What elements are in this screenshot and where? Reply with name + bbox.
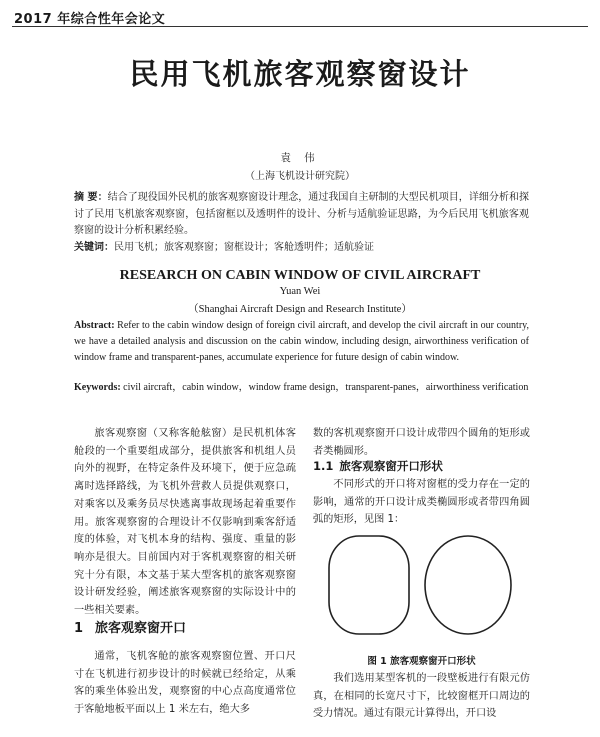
elliptical-window-shape [425,536,511,634]
subsection-heading-1-1 [313,458,449,474]
subsection-paragraph: 不同形式的开口将对窗框的受力存在一定的影响，通常的开口设计成类椭圆形或者带四角圆弧的矩形，见图 1： [313,479,530,526]
abstract-en-text: Refer to the cabin window design of foreign civil aircraft, and develop the civil aircraft in our country, we have a detailed analysis and discussion on the cabin window, including design, airworthiness verification of window frame and transparent-panes, accumulate experience for future design of cabin window. [74,320,529,363]
author-name-en: Yuan Wei [279,286,321,297]
abstract-en [74,318,529,366]
section-heading-1 [74,617,296,636]
paper-title-en: RESEARCH ON CABIN WINDOW OF CIVIL AIRCRAFT [119,268,481,283]
author-affiliation-en: （Shanghai Aircraft Design and Research Institute） [188,304,412,315]
section1-paragraph: 通常，飞机客舱的旅客观察窗位置、开口尺寸在飞机进行初步设计的时候就已经给定，从乘客的乘坐体验出发，观察窗的中心点高度通常位于客舱地板平面以上 1 米左右，绝大多 [74,651,296,716]
intro-paragraph: 旅客观察窗（又称客舱舷窗）是民机机体客舱段的一个重要组成部分，提供旅客和机组人员向外的视野，在特定条件及环境下，便于应急疏离时选择路线，为飞机外营救人员提供观察口，对乘客以及乘务员尽快逃离事故现场起着重要作用。旅客观察窗的合理设计不仅影响到乘客舒适度的体验，对飞机本身的结构、强度、重量的影响亦是很大。目前国内对于客机观察窗的相关研究十分有限，本文基于某大型客机的旅客观察窗设计研发经验，阐述旅客观察窗的实际设计中的一些相关要素。 [74,428,296,617]
running-header: 2017 年综合性年会论文 [14,12,166,27]
author-affiliation: （上海飞机设计研究院） [245,171,355,182]
figure-1 [313,535,530,635]
rounded-rectangle-window-shape [329,536,409,634]
abstract-cn-text: 结合了现役国外民机的旅客观察窗设计理念，通过我国自主研制的大型民机项目，详细分析和探讨了民用飞机旅客观察窗，包括窗框以及透明件的设计、分析与适航验证思路，为今后民用飞机旅客观察窗的设计分析积累经验。 [74,192,530,236]
subsection-number: 1.1 [313,459,334,473]
keywords-en-text: civil aircraft，cabin window，window frame design，transparent-panes，airworthiness verification [120,382,529,393]
section-title: 旅客观察窗开口 [95,621,187,636]
header-rule [12,26,588,27]
abstract-en-label: Abstract: [74,320,115,331]
abstract-cn [74,190,529,240]
keywords-en-label: Keywords: [74,382,121,393]
fea-paragraph: 我们选用某型客机的一段壁板进行有限元仿真，在相同的长宽尺寸下，比较窗框开口周边的受力情况。通过有限元计算得出，开口设 [313,673,530,720]
section-number: 1 [74,621,84,636]
continued-paragraph: 数的客机观察窗开口设计成带四个圆角的矩形或者类椭圆形。 [313,428,530,457]
paper-title: 民用飞机旅客观察窗设计 [129,57,471,91]
abstract-cn-label: 摘 要： [74,192,108,203]
figure-1-drawing [313,535,530,635]
keywords-cn [74,240,529,256]
author-name: 袁 伟 [280,152,320,164]
keywords-cn-text: 民用飞机；旅客观察窗；窗框设计；客舱透明件；适航验证 [114,242,374,253]
keywords-cn-label: 关键词： [74,242,114,253]
subsection-title: 旅客观察窗开口形状 [339,459,443,473]
keywords-en [74,380,529,396]
figure-1-caption: 图 1 旅客观察窗开口形状 [367,656,476,667]
